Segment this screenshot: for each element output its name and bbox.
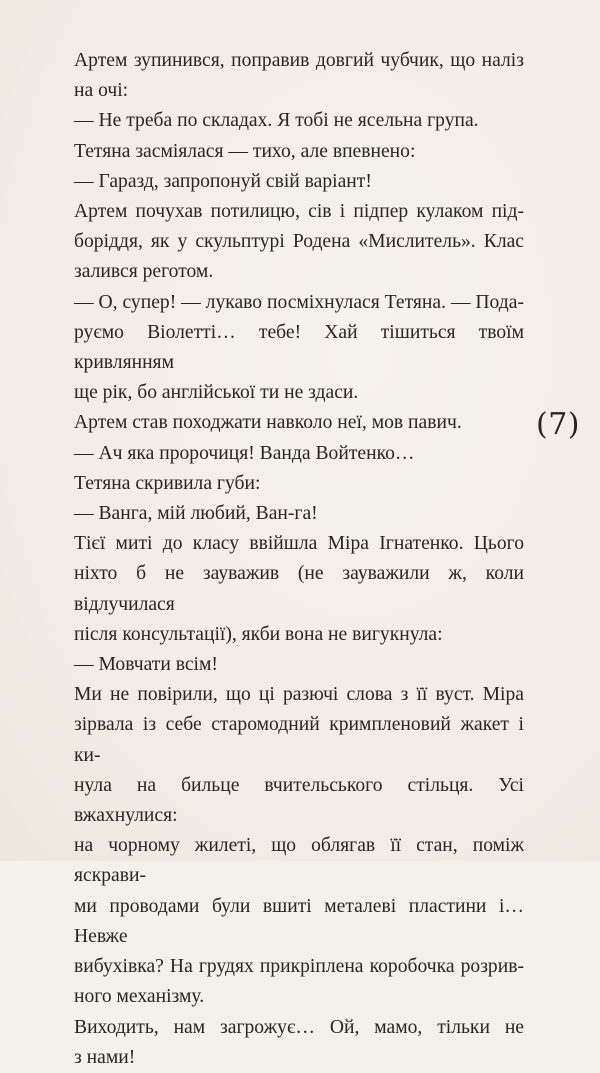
text-line: руємо Віолетті… тебе! Хай тішиться твоїм кривлянням (74, 321, 524, 374)
text-line: вибухівка? На грудях прикріплена коробочка розрив- (74, 956, 524, 978)
text-line: нула на бильце вчительського стільця. Усі вжахнулися: (74, 774, 524, 827)
text-line: ніхто б не зауважив (не зауважили ж, коли відлучилася (74, 563, 524, 615)
text-line: ного механізму. (74, 986, 205, 1008)
text-line: — Ач яка пророчиця! Ванда Войтенко… (74, 442, 415, 464)
text-line: Виходить, нам загрожує… Ой, мамо, тільки не (74, 1016, 524, 1038)
text-line: Ми не повірили, що ці разючі слова з її вуст. Міра (74, 684, 524, 706)
text-line: на очі: (74, 80, 129, 102)
text-line: зірвала із себе старомодний кримпленовий жакет і ки- (74, 714, 524, 766)
text-line: на чорному жилеті, що облягав її стан, поміж яскрави- (74, 835, 524, 887)
text-line: з нами! (74, 1046, 136, 1068)
text-line: — Гаразд, запропонуй свій варіант! (74, 170, 372, 192)
text-line: Тетяна скривила губи: (74, 472, 261, 494)
text-line: Тетяна засміялася — тихо, але впевнено: (74, 140, 416, 162)
text-line: ми проводами були вшиті металеві пластини і… Невже (74, 895, 524, 947)
text-line: — Мовчати всім! (74, 654, 218, 676)
text-line: — Ванга, мій любий, Ван-га! (74, 503, 318, 525)
text-line: боріддя, як у скульптурі Родена «Мислитель». Клас (74, 231, 524, 253)
text-line: залився реготом. (74, 261, 214, 283)
text-line: Артем став походжати навколо неї, мов павич. (74, 412, 462, 434)
text-line: — Не треба по складах. Я тобі не ясельна група. (74, 110, 479, 132)
text-line: ще рік, бо англійської ти не здаси. (74, 382, 359, 404)
text-line: — О, супер! — лукаво посміхнулася Тетяна. — Пода- (74, 291, 524, 313)
text-line: після консультації), якби вона не вигукнула: (74, 623, 443, 645)
body-text (74, 46, 524, 1073)
text-line: Артем почухав потилицю, сів і підпер кулаком під- (74, 201, 524, 223)
page-number: (7) (536, 407, 580, 442)
text-line: Тієї миті до класу ввійшла Міра Ігнатенко. Цього (74, 533, 524, 555)
text-line: Артем зупинився, поправив довгий чубчик, що наліз (74, 50, 524, 71)
